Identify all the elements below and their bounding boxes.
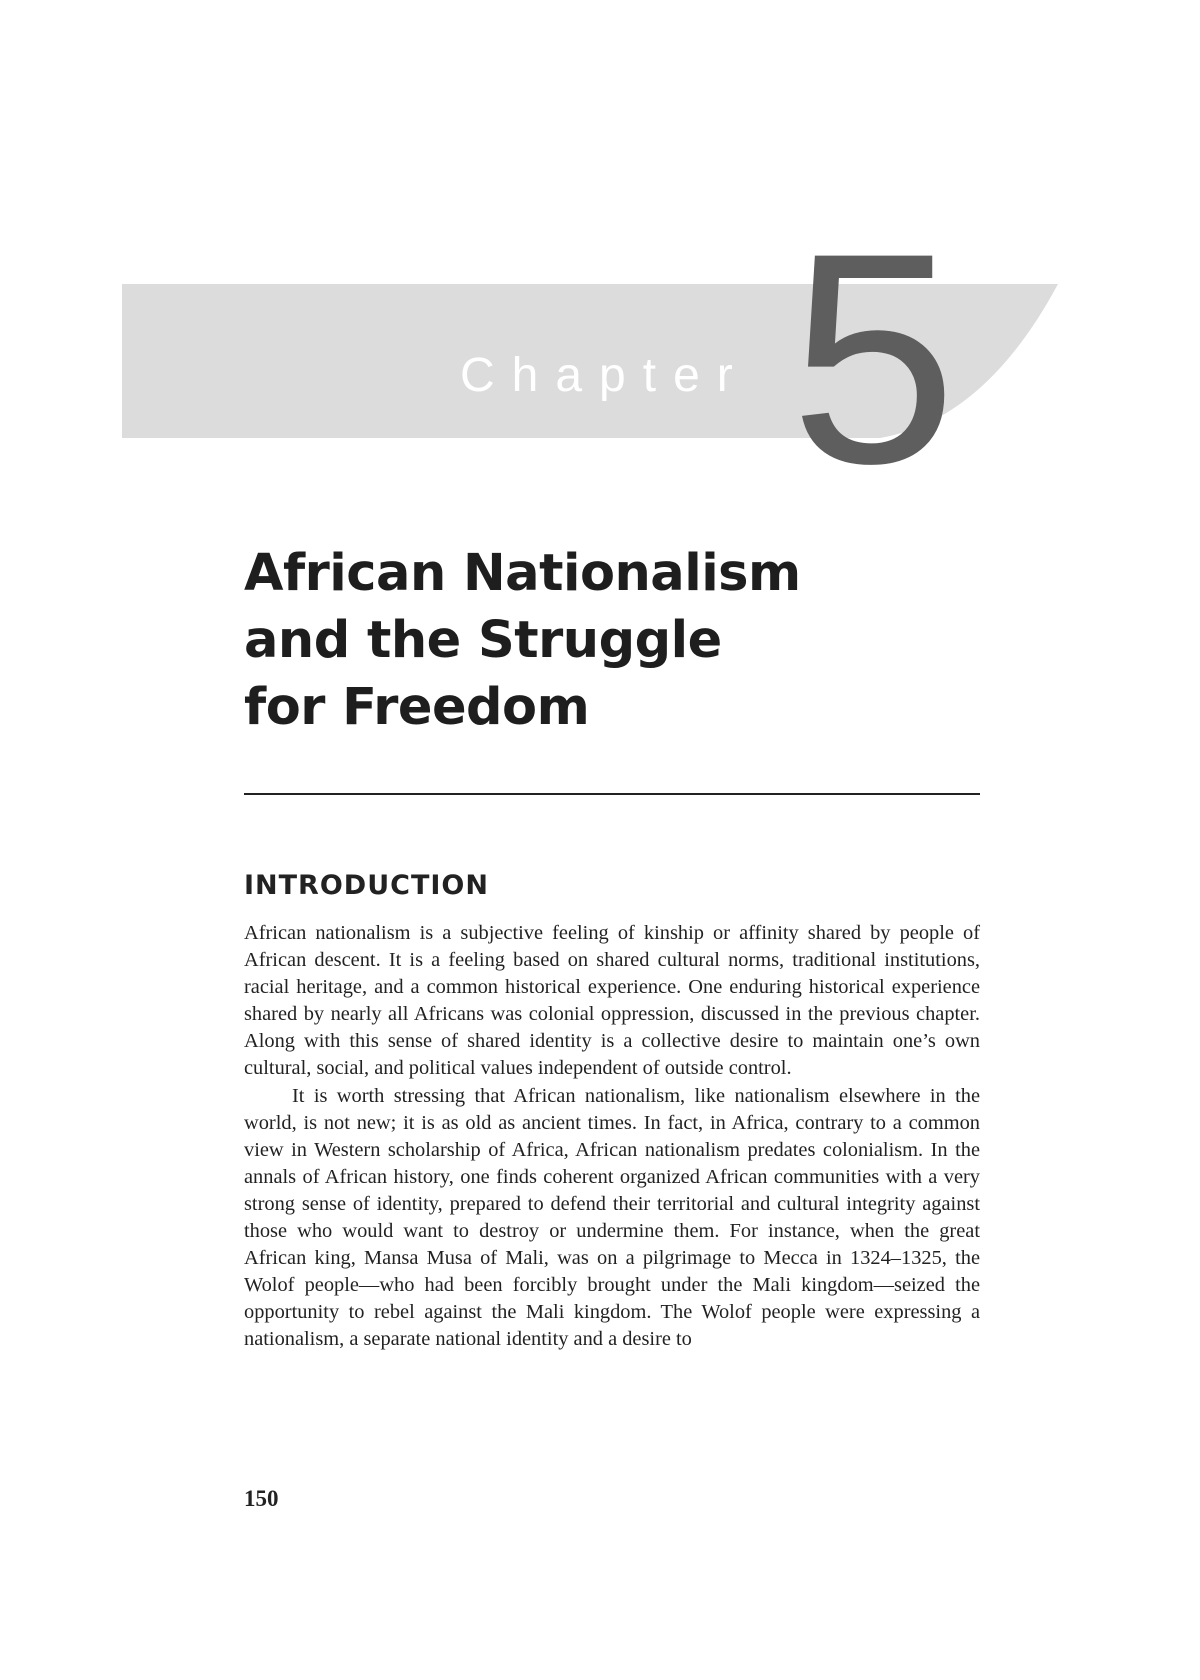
chapter-title-line: and the Struggle <box>244 611 722 670</box>
chapter-title-line: for Freedom <box>244 678 590 737</box>
paragraph: African nationalism is a subjective feeling of kinship or affinity shared by people of African descent. It is a feeling based on shared cultural norms, traditional institutions, racial heritage, and a common historical experience. One enduring historical experience shared by nearly all Africans was colonial oppression, discussed in the previous chapter. Along with this sense of shared identity is a collective desire to maintain one’s own cultural, social, and political values independent of outside control. <box>244 922 980 1080</box>
paragraph: It is worth stressing that African nationalism, like nationalism elsewhere in the world, is not new; it is as old as ancient times. In fact, in Africa, contrary to a common view in Western scholarship of Africa, African nationalism predates colonialism. In the annals of African history, one finds coherent organized African communities with a very strong sense of identity, prepared to defend their territorial and cultural integrity against those who would want to destroy or undermine them. For instance, when the great African king, Mansa Musa of Mali, was on a pilgrimage to Mecca in 1324–1325, the Wolof people—who had been forcibly brought under the Mali kingdom—seized the opportunity to rebel against the Mali kingdom. The Wolof people were expressing a nationalism, a separate national identity and a desire to <box>244 1084 980 1351</box>
chapter-title-line: African Nationalism <box>244 544 801 603</box>
chapter-label: Chapter <box>460 349 750 402</box>
chapter-title <box>244 540 801 741</box>
page-number: 150 <box>244 1486 279 1511</box>
chapter-number: 5 <box>790 190 957 526</box>
body-text <box>244 920 980 1354</box>
title-divider <box>244 793 980 795</box>
section-heading: INTRODUCTION <box>244 870 489 901</box>
